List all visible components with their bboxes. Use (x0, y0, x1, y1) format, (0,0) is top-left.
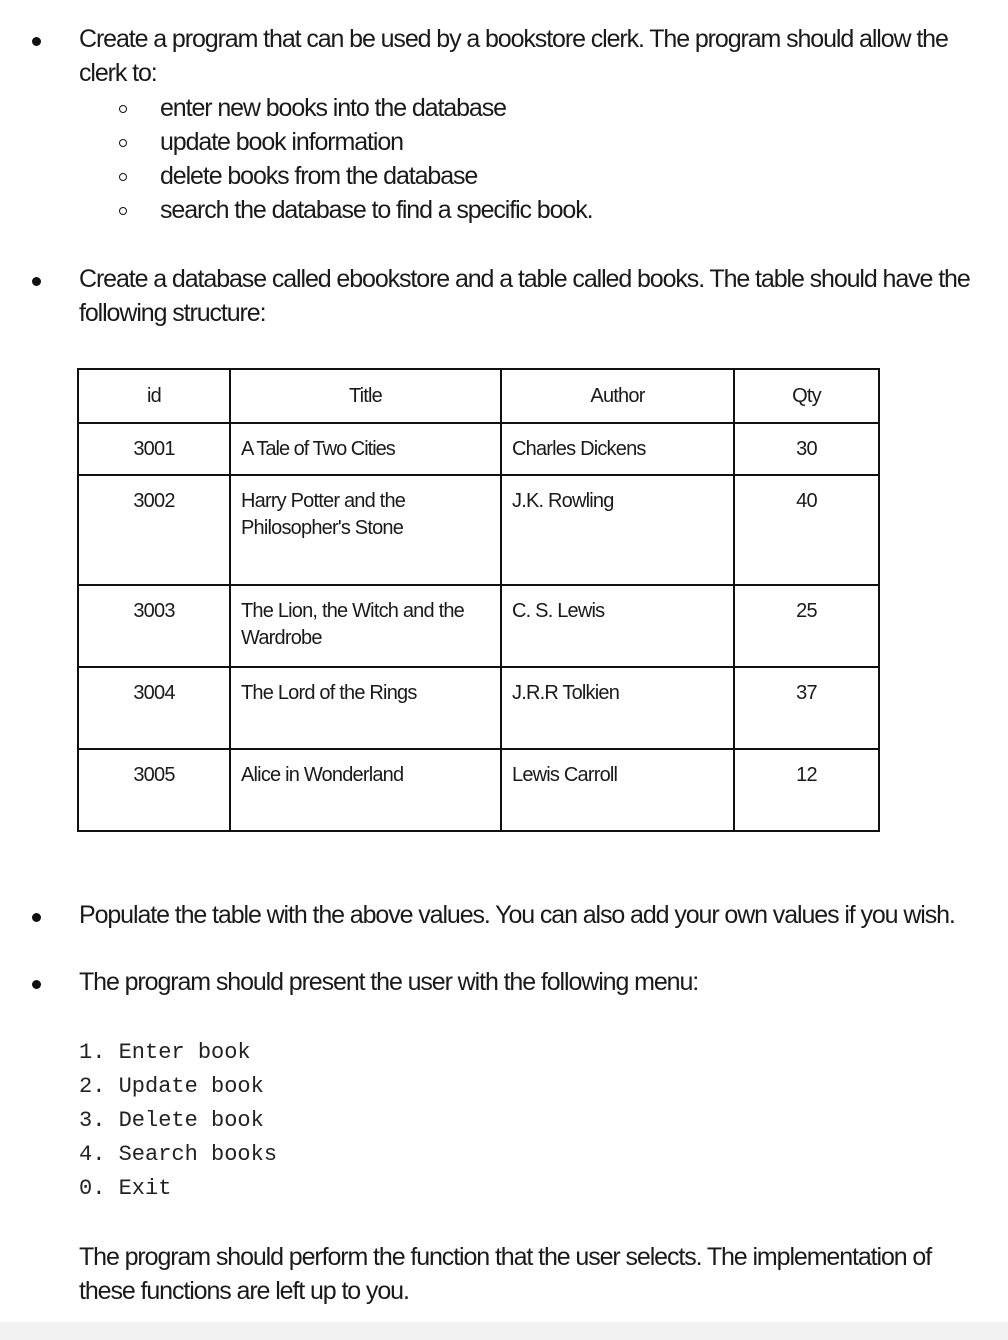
populate-text: Populate the table with the above values. You can also add your own values if you wish. (79, 901, 955, 929)
sub-bullet-2 (119, 139, 127, 147)
table-row (78, 749, 879, 831)
bullet-2 (32, 277, 41, 286)
cell-id: 3002 (78, 475, 230, 585)
sub-bullet-4 (119, 207, 127, 215)
header-author: Author (501, 369, 734, 423)
menu-item-enter: 1. Enter book (79, 1040, 251, 1065)
intro-item-3: delete books from the database (160, 162, 478, 190)
books-table (77, 368, 880, 832)
table-row (78, 585, 879, 667)
menu-item-update: 2. Update book (79, 1074, 264, 1099)
table-row (78, 475, 879, 585)
intro-line-1: Create a program that can be used by a bookstore clerk. The program should allow the (79, 25, 948, 53)
cell-author: Charles Dickens (501, 423, 734, 475)
table-row (78, 667, 879, 749)
cell-qty: 25 (734, 585, 879, 667)
cell-qty: 30 (734, 423, 879, 475)
menu-intro: The program should present the user with the following menu: (79, 968, 699, 996)
header-id: id (78, 369, 230, 423)
sub-bullet-3 (119, 173, 127, 181)
cell-id: 3005 (78, 749, 230, 831)
bullet-1 (32, 37, 41, 46)
cell-title: The Lion, the Witch and the Wardrobe (230, 585, 501, 667)
cell-title: The Lord of the Rings (230, 667, 501, 749)
footer-line-1: The program should perform the function that the user selects. The implementation of (79, 1243, 932, 1271)
db-instruction-line-1: Create a database called ebookstore and a table called books. The table should have the (79, 265, 970, 293)
cell-id: 3001 (78, 423, 230, 475)
bullet-4 (32, 980, 41, 989)
intro-line-2: clerk to: (79, 59, 157, 87)
intro-item-4: search the database to find a specific book. (160, 196, 593, 224)
cell-author: Lewis Carroll (501, 749, 734, 831)
sub-bullet-1 (119, 105, 127, 113)
bullet-3 (32, 913, 41, 922)
cell-title: A Tale of Two Cities (230, 423, 501, 475)
cell-author: J.K. Rowling (501, 475, 734, 585)
table-row (78, 423, 879, 475)
cell-author: C. S. Lewis (501, 585, 734, 667)
page-bottom-edge (0, 1322, 1008, 1340)
cell-qty: 40 (734, 475, 879, 585)
header-title: Title (230, 369, 501, 423)
menu-item-search: 4. Search books (79, 1142, 278, 1167)
intro-item-1: enter new books into the database (160, 94, 506, 122)
cell-id: 3004 (78, 667, 230, 749)
cell-title: Alice in Wonderland (230, 749, 501, 831)
db-instruction-line-2: following structure: (79, 299, 266, 327)
menu-code-block (79, 1036, 277, 1206)
footer-paragraph (79, 1240, 1004, 1308)
cell-id: 3003 (78, 585, 230, 667)
header-qty: Qty (734, 369, 879, 423)
cell-qty: 37 (734, 667, 879, 749)
menu-item-exit: 0. Exit (79, 1176, 172, 1201)
cell-author: J.R.R Tolkien (501, 667, 734, 749)
table-header-row (78, 369, 879, 423)
cell-qty: 12 (734, 749, 879, 831)
footer-line-2: these functions are left up to you. (79, 1277, 409, 1305)
menu-item-delete: 3. Delete book (79, 1108, 264, 1133)
intro-item-2: update book information (160, 128, 403, 156)
cell-title: Harry Potter and the Philosopher's Stone (230, 475, 501, 585)
